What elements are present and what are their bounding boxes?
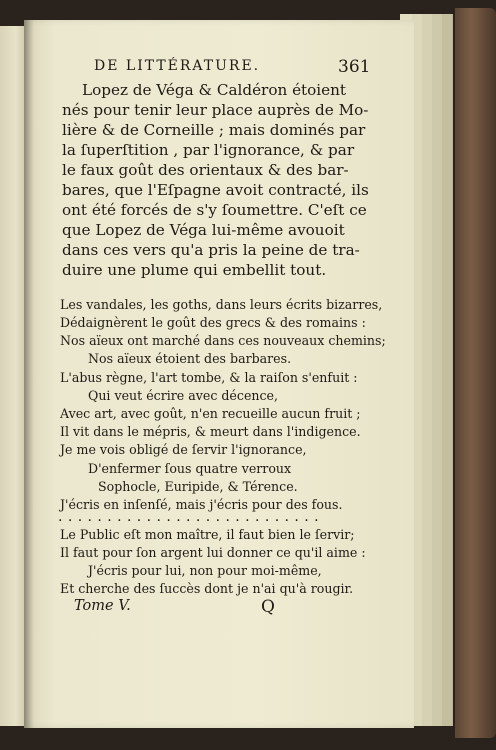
verse-line: D'enfermer ſous quatre verroux bbox=[88, 461, 292, 476]
prose-line: bares, que l'Eſpagne avoit contracté, ils bbox=[62, 181, 369, 199]
left-page-edge bbox=[0, 26, 27, 726]
verse-line: Sophocle, Euripide, & Térence. bbox=[98, 479, 298, 494]
verse-line: Qui veut écrire avec décence, bbox=[88, 388, 279, 403]
running-head: DE LITTÉRATURE. bbox=[94, 58, 261, 74]
prose-line: lière & de Corneille ; mais dominés par bbox=[62, 121, 366, 139]
prose-line: nés pour tenir leur place auprès de Mo- bbox=[62, 101, 369, 119]
prose-line: dans ces vers qu'a pris la peine de tra- bbox=[62, 241, 360, 259]
prose-line: le faux goût des orientaux & des bar- bbox=[62, 161, 349, 179]
verse-line: Dédaignèrent le goût des grecs & des romains : bbox=[60, 315, 366, 330]
prose-line: la ſuperſtition , par l'ignorance, & par bbox=[62, 141, 355, 159]
verse-line: Avec art, avec goût, n'en recueille aucun fruit ; bbox=[60, 406, 361, 421]
closing-line: Il faut pour ſon argent lui donner ce qu'il aime : bbox=[60, 545, 366, 560]
page-edge bbox=[442, 14, 453, 726]
signature-mark: Q bbox=[261, 597, 275, 617]
verse-line: L'abus règne, l'art tombe, & la raiſon s'enfuit : bbox=[60, 370, 358, 385]
closing-line: Le Public eſt mon maître, il faut bien le ſervir; bbox=[60, 527, 355, 542]
closing-line: Et cherche des ſuccès dont je n'ai qu'à rougir. bbox=[60, 581, 354, 596]
page-number: 361 bbox=[338, 57, 371, 77]
prose-line: ont été forcés de s'y ſoumettre. C'eſt ce bbox=[62, 201, 367, 219]
verse-line: Nos aïeux étoient des barbares. bbox=[88, 351, 292, 366]
prose-line: duire une plume qui embellit tout. bbox=[62, 261, 327, 279]
verse-line: J'écris en inſenſé, mais j'écris pour des fous. bbox=[60, 497, 343, 512]
verse-line: Je me vois obligé de ſervir l'ignorance, bbox=[60, 442, 307, 457]
page-gutter-shadow bbox=[24, 20, 34, 728]
verse-line: Il vit dans le mépris, & meurt dans l'indigence. bbox=[60, 424, 361, 439]
verse-line: Nos aïeux ont marché dans ces nouveaux chemins; bbox=[60, 333, 386, 348]
ellipsis-dots: ........................... bbox=[58, 509, 324, 525]
closing-line: J'écris pour lui, non pour moi-même, bbox=[88, 563, 322, 578]
prose-line: Lopez de Véga & Caldéron étoient bbox=[82, 81, 347, 99]
verse-line: Les vandales, les goths, dans leurs écrits bizarres, bbox=[60, 297, 383, 312]
book-cover-edge bbox=[455, 8, 496, 738]
volume-footer: Tome V. bbox=[74, 598, 131, 614]
prose-line: que Lopez de Véga lui-même avouoit bbox=[62, 221, 345, 239]
